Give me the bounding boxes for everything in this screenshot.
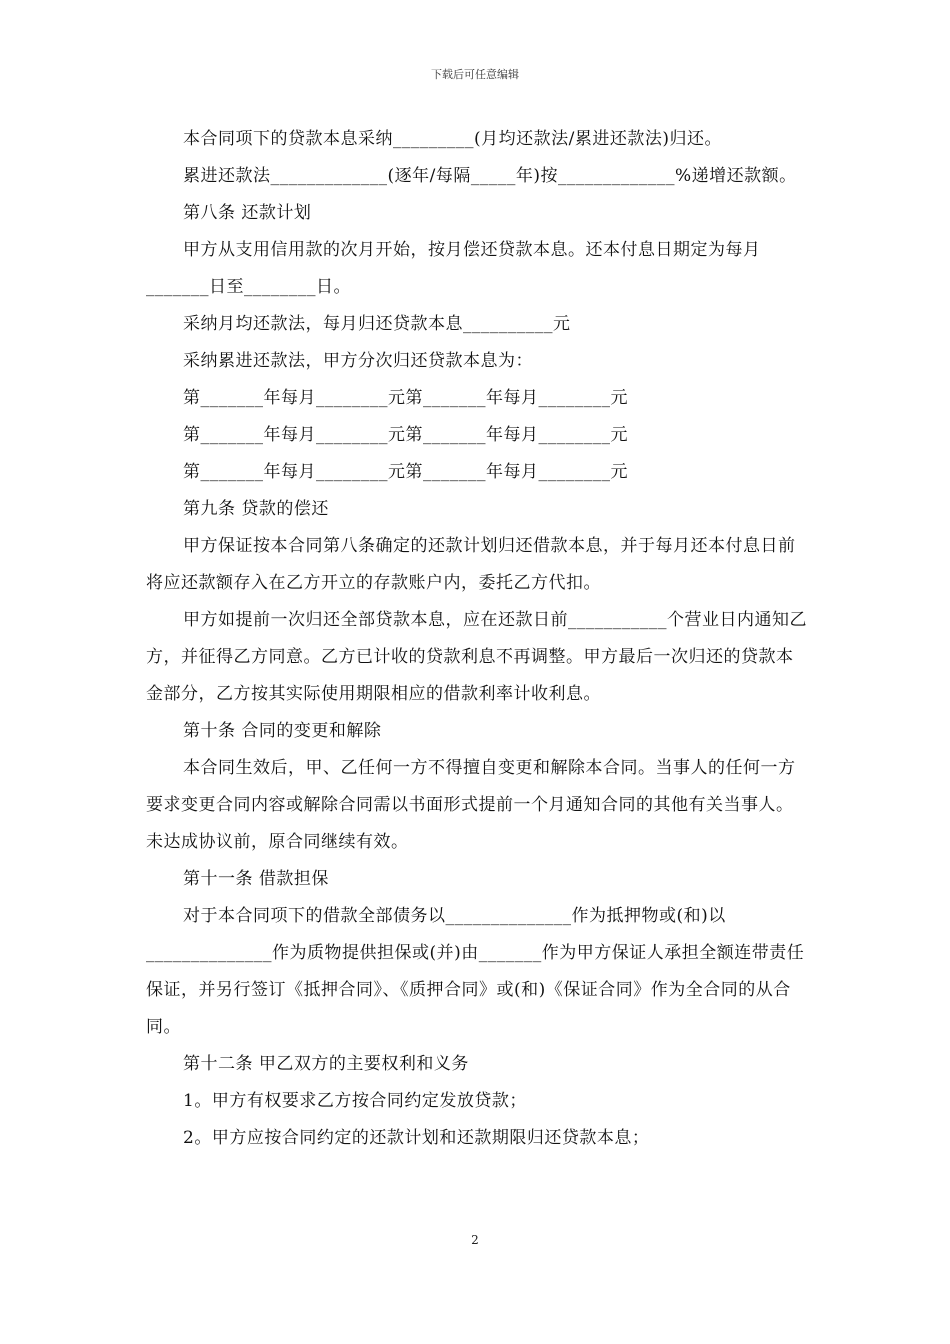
section-heading: 第十条 合同的变更和解除 xyxy=(183,721,382,741)
schedule-row: 第_______年每月________元第_______年每月________元 xyxy=(183,462,628,482)
paragraph: 采纳累进还款法，甲方分次归还贷款本息为： xyxy=(183,351,533,371)
section-heading: 第十一条 借款担保 xyxy=(183,869,329,889)
section-heading: 第十二条 甲乙双方的主要权利和义务 xyxy=(183,1054,469,1074)
paragraph: 累进还款法_____________(逐年/每隔_____年)按_____________%递增还款额。 xyxy=(183,166,797,186)
paragraph: 甲方从支用信用款的次月开始，按月偿还贷款本息。还本付息日期定为每月_______日至________日。 xyxy=(146,240,761,297)
schedule-row: 第_______年每月________元第_______年每月________元 xyxy=(183,425,628,445)
page-header: 下载后可任意编辑 xyxy=(431,68,519,81)
schedule-row: 第_______年每月________元第_______年每月________元 xyxy=(183,388,628,408)
page-number: 2 xyxy=(471,1233,479,1247)
paragraph: 甲方如提前一次归还全部贷款本息，应在还款日前___________个营业日内通知乙方，并征得乙方同意。乙方已计收的贷款利息不再调整。甲方最后一次归还的贷款本金部分，乙方按其实际使用期限相应的借款利率计收利息。 xyxy=(146,610,807,704)
document-body xyxy=(146,121,808,1157)
section-heading: 第九条 贷款的偿还 xyxy=(183,499,329,519)
list-item: 2。甲方应按合同约定的还款计划和还款期限归还贷款本息； xyxy=(183,1128,650,1148)
list-item: 1。甲方有权要求乙方按合同约定发放贷款； xyxy=(183,1091,527,1111)
paragraph: 采纳月均还款法，每月归还贷款本息__________元 xyxy=(183,314,571,334)
paragraph: 本合同生效后，甲、乙任何一方不得擅自变更和解除本合同。当事人的任何一方要求变更合同内容或解除合同需以书面形式提前一个月通知合同的其他有关当事人。未达成协议前，原合同继续有效。 xyxy=(146,758,796,852)
section-heading: 第八条 还款计划 xyxy=(183,203,312,223)
paragraph: 对于本合同项下的借款全部债务以______________作为抵押物或(和)以______________作为质物提供担保或(并)由_______作为甲方保证人承担全额连带责任保证，并另行签订《抵押合同》、《质押合同》或(和)《保证合同》作为全合同的从合同。 xyxy=(146,906,805,1037)
paragraph: 本合同项下的贷款本息采纳_________(月均还款法/累进还款法)归还。 xyxy=(183,129,722,149)
paragraph: 甲方保证按本合同第八条确定的还款计划归还借款本息，并于每月还本付息日前将应还款额存入在乙方开立的存款账户内，委托乙方代扣。 xyxy=(146,536,796,593)
